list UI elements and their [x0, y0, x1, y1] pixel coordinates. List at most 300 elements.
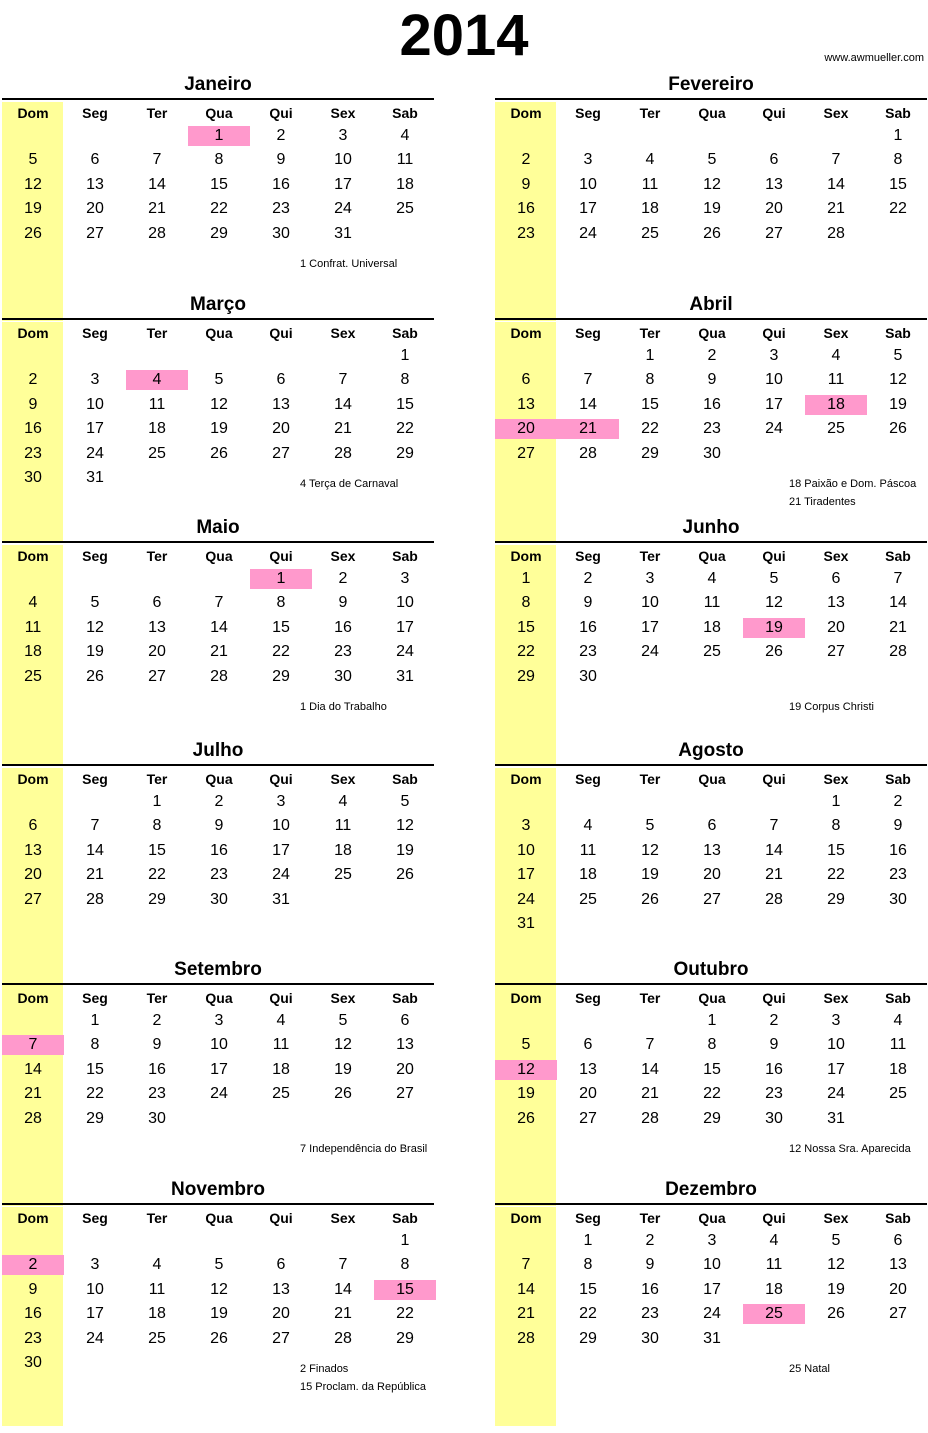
day-cell: 30 — [272, 224, 290, 242]
day-cell: 17 — [765, 395, 783, 413]
day-cell: 4 — [338, 793, 348, 810]
holiday-note: 1 Confrat. Universal — [300, 258, 398, 270]
day-cell: 10 — [579, 175, 597, 193]
weekday-header: Dom — [510, 105, 542, 121]
day-cell: 1 — [521, 570, 531, 587]
day-cell: 17 — [641, 618, 659, 636]
day-cell: 20 — [579, 1085, 597, 1103]
day-cell: 25 — [148, 1329, 166, 1347]
day-cell: 16 — [579, 618, 597, 636]
day-cell: 30 — [641, 1329, 659, 1347]
day-cell: 12 — [641, 841, 659, 859]
day-cell: 19 — [641, 866, 659, 884]
day-cell: 27 — [517, 444, 535, 462]
day-cell: 26 — [641, 890, 659, 908]
holiday-note: 18 Paixão e Dom. Páscoa — [789, 478, 917, 490]
day-cell: 24 — [641, 643, 659, 661]
day-cell: 25 — [579, 890, 597, 908]
weekday-header: Qua — [698, 771, 726, 787]
day-cell: 4 — [276, 1012, 286, 1029]
day-cell: 5 — [893, 347, 903, 364]
day-cell: 15 — [396, 395, 414, 413]
weekday-header: Ter — [146, 105, 168, 121]
day-cell: 9 — [521, 175, 531, 193]
day-cell: 24 — [334, 200, 352, 218]
day-cell: 21 — [517, 1305, 535, 1323]
day-cell: 19 — [396, 841, 414, 859]
day-cell: 14 — [148, 175, 166, 193]
day-cell: 26 — [334, 1085, 352, 1103]
weekday-header: Qua — [698, 325, 726, 341]
day-cell: 8 — [214, 151, 224, 169]
day-cell: 5 — [28, 151, 38, 169]
day-cell: 28 — [334, 444, 352, 462]
day-cell: 28 — [889, 643, 907, 661]
day-cell: 22 — [641, 420, 659, 438]
day-cell: 22 — [827, 866, 845, 884]
month-title: Fevereiro — [668, 74, 754, 95]
weekday-header: Dom — [17, 1210, 49, 1226]
day-cell: 22 — [889, 200, 907, 218]
day-cell: 15 — [272, 618, 290, 636]
day-cell: 26 — [86, 667, 104, 685]
day-cell: 30 — [334, 667, 352, 685]
day-cell: 31 — [703, 1329, 721, 1347]
weekday-header: Qui — [762, 105, 786, 121]
day-cell: 1 — [645, 347, 655, 364]
day-cell: 16 — [24, 420, 42, 438]
day-cell: 9 — [645, 1256, 655, 1274]
weekday-header: Seg — [82, 325, 108, 341]
day-cell: 4 — [583, 817, 593, 835]
day-cell: 13 — [765, 175, 783, 193]
day-cell: 7 — [214, 594, 224, 612]
day-cell: 28 — [148, 224, 166, 242]
day-cell: 17 — [579, 200, 597, 218]
day-cell: 1 — [583, 1232, 593, 1249]
day-cell: 15 — [641, 395, 659, 413]
day-cell: 4 — [152, 1256, 162, 1274]
day-cell: 27 — [889, 1305, 907, 1323]
weekday-header: Sab — [392, 105, 418, 121]
day-cell: 14 — [334, 1280, 352, 1298]
day-cell: 6 — [831, 570, 841, 587]
day-cell: 29 — [517, 667, 535, 685]
day-cell: 7 — [645, 1036, 655, 1054]
day-cell: 2 — [214, 793, 224, 810]
day-cell: 9 — [28, 1280, 38, 1298]
day-cell: 4 — [645, 151, 655, 169]
day-cell: 9 — [769, 1036, 779, 1054]
holiday-day-cell: 2 — [2, 1255, 64, 1275]
day-cell: 28 — [210, 667, 228, 685]
day-cell: 29 — [641, 444, 659, 462]
day-cell: 2 — [521, 151, 531, 169]
day-cell: 23 — [703, 420, 721, 438]
day-cell: 8 — [707, 1036, 717, 1054]
day-cell: 14 — [641, 1060, 659, 1078]
day-cell: 28 — [517, 1329, 535, 1347]
day-cell: 1 — [400, 1232, 410, 1249]
holiday-day-cell: 1 — [250, 569, 312, 589]
day-cell: 3 — [90, 1256, 100, 1274]
day-cell: 11 — [24, 618, 42, 636]
day-cell: 10 — [334, 151, 352, 169]
day-cell: 13 — [24, 841, 42, 859]
day-cell: 2 — [645, 1232, 655, 1249]
day-cell: 11 — [396, 151, 414, 169]
day-cell: 21 — [641, 1085, 659, 1103]
day-cell: 17 — [86, 1305, 104, 1323]
day-cell: 5 — [400, 793, 410, 810]
weekday-header: Qua — [205, 548, 233, 564]
day-cell: 24 — [86, 1329, 104, 1347]
day-cell: 24 — [272, 866, 290, 884]
weekday-header: Ter — [639, 990, 661, 1006]
day-cell: 21 — [334, 420, 352, 438]
holiday-note: 4 Terça de Carnaval — [300, 478, 399, 490]
day-cell: 25 — [272, 1085, 290, 1103]
day-cell: 13 — [148, 618, 166, 636]
weekday-header: Qua — [698, 548, 726, 564]
day-cell: 10 — [641, 594, 659, 612]
holiday-day-cell: 4 — [126, 370, 188, 390]
day-cell: 11 — [641, 175, 659, 193]
day-cell: 25 — [24, 667, 42, 685]
weekday-header: Sab — [392, 325, 418, 341]
day-cell: 31 — [86, 469, 104, 486]
day-cell: 19 — [210, 420, 228, 438]
day-cell: 26 — [24, 224, 42, 242]
day-cell: 25 — [703, 643, 721, 661]
day-cell: 16 — [148, 1060, 166, 1078]
month-header-rule — [495, 983, 927, 985]
day-cell: 18 — [765, 1280, 783, 1298]
day-cell: 19 — [86, 643, 104, 661]
day-cell: 23 — [24, 1329, 42, 1347]
day-cell: 21 — [765, 866, 783, 884]
day-cell: 15 — [148, 841, 166, 859]
day-cell: 8 — [276, 594, 286, 612]
day-cell: 20 — [765, 200, 783, 218]
day-cell: 10 — [86, 395, 104, 413]
day-cell: 27 — [148, 667, 166, 685]
weekday-header: Sex — [823, 548, 849, 564]
weekday-header: Seg — [82, 548, 108, 564]
weekday-header: Sab — [885, 771, 911, 787]
month-janeiro — [2, 76, 434, 286]
day-cell: 21 — [148, 200, 166, 218]
weekday-header: Sex — [330, 771, 356, 787]
day-cell: 16 — [889, 841, 907, 859]
day-cell: 12 — [24, 175, 42, 193]
month-abril — [495, 296, 927, 506]
day-cell: 18 — [148, 420, 166, 438]
day-cell: 27 — [579, 1109, 597, 1127]
weekday-header: Ter — [639, 325, 661, 341]
day-cell: 28 — [765, 890, 783, 908]
holiday-note: 12 Nossa Sra. Aparecida — [789, 1143, 911, 1155]
holiday-day-cell: 19 — [743, 618, 805, 638]
day-cell: 30 — [889, 890, 907, 908]
month-title: Julho — [192, 740, 244, 761]
month-setembro — [2, 961, 434, 1171]
month-title: Junho — [682, 517, 740, 538]
weekday-header: Sab — [392, 548, 418, 564]
day-cell: 7 — [521, 1256, 531, 1274]
weekday-header: Sab — [392, 1210, 418, 1226]
day-cell: 12 — [86, 618, 104, 636]
day-cell: 2 — [152, 1012, 162, 1029]
day-cell: 1 — [152, 793, 162, 810]
day-cell: 9 — [276, 151, 286, 169]
day-cell: 25 — [148, 444, 166, 462]
day-cell: 11 — [703, 594, 721, 612]
month-header-rule — [495, 541, 927, 543]
day-cell: 14 — [889, 594, 907, 612]
day-cell: 26 — [765, 643, 783, 661]
day-cell: 28 — [641, 1109, 659, 1127]
day-cell: 22 — [396, 1305, 414, 1323]
month-header-rule — [2, 98, 434, 100]
day-cell: 4 — [893, 1012, 903, 1029]
day-cell: 13 — [703, 841, 721, 859]
day-cell: 19 — [334, 1060, 352, 1078]
day-cell: 25 — [334, 866, 352, 884]
day-cell: 3 — [90, 371, 100, 389]
weekday-header: Ter — [146, 548, 168, 564]
weekday-header: Qui — [269, 771, 293, 787]
weekday-header: Sex — [823, 325, 849, 341]
day-cell: 17 — [272, 841, 290, 859]
day-cell: 12 — [334, 1036, 352, 1054]
day-cell: 22 — [86, 1085, 104, 1103]
day-cell: 16 — [765, 1060, 783, 1078]
day-cell: 7 — [893, 570, 903, 587]
month-title: Novembro — [171, 1179, 265, 1200]
day-cell: 13 — [517, 395, 535, 413]
day-cell: 6 — [276, 371, 286, 389]
day-cell: 25 — [396, 200, 414, 218]
day-cell: 16 — [334, 618, 352, 636]
day-cell: 11 — [765, 1256, 783, 1274]
weekday-header: Sex — [823, 1210, 849, 1226]
month-agosto — [495, 742, 927, 952]
holiday-note: 7 Independência do Brasil — [300, 1143, 428, 1155]
day-cell: 3 — [831, 1012, 841, 1029]
day-cell: 3 — [645, 570, 655, 587]
day-cell: 27 — [272, 444, 290, 462]
month-title: Outubro — [673, 959, 749, 980]
day-cell: 15 — [579, 1280, 597, 1298]
website-label: www.awmueller.com — [824, 52, 924, 64]
day-cell: 5 — [769, 570, 779, 587]
day-cell: 13 — [86, 175, 104, 193]
holiday-note: 19 Corpus Christi — [789, 701, 874, 713]
weekday-header: Dom — [510, 990, 542, 1006]
day-cell: 5 — [645, 817, 655, 835]
day-cell: 23 — [579, 643, 597, 661]
day-cell: 8 — [521, 594, 531, 612]
day-cell: 5 — [214, 1256, 224, 1274]
holiday-note: 2 Finados — [300, 1363, 349, 1375]
day-cell: 10 — [827, 1036, 845, 1054]
day-cell: 16 — [517, 200, 535, 218]
weekday-header: Qui — [269, 1210, 293, 1226]
day-cell: 6 — [152, 594, 162, 612]
weekday-header: Seg — [575, 771, 601, 787]
day-cell: 24 — [517, 890, 535, 908]
day-cell: 18 — [579, 866, 597, 884]
weekday-header: Dom — [510, 325, 542, 341]
day-cell: 15 — [86, 1060, 104, 1078]
weekday-header: Ter — [639, 548, 661, 564]
weekday-header: Sab — [885, 990, 911, 1006]
day-cell: 29 — [703, 1109, 721, 1127]
day-cell: 23 — [765, 1085, 783, 1103]
day-cell: 9 — [214, 817, 224, 835]
day-cell: 4 — [831, 347, 841, 364]
day-cell: 23 — [272, 200, 290, 218]
weekday-header: Ter — [639, 105, 661, 121]
month-header-rule — [2, 764, 434, 766]
day-cell: 6 — [521, 371, 531, 389]
day-cell: 29 — [827, 890, 845, 908]
day-cell: 20 — [86, 200, 104, 218]
day-cell: 22 — [703, 1085, 721, 1103]
day-cell: 30 — [703, 444, 721, 462]
holiday-day-cell: 12 — [495, 1060, 557, 1080]
day-cell: 4 — [400, 127, 410, 144]
day-cell: 20 — [24, 866, 42, 884]
holiday-day-cell: 25 — [743, 1304, 805, 1324]
day-cell: 10 — [765, 371, 783, 389]
day-cell: 25 — [827, 420, 845, 438]
weekday-header: Sab — [885, 1210, 911, 1226]
day-cell: 17 — [827, 1060, 845, 1078]
day-cell: 16 — [210, 841, 228, 859]
day-cell: 8 — [831, 817, 841, 835]
day-cell: 5 — [831, 1232, 841, 1249]
day-cell: 14 — [86, 841, 104, 859]
day-cell: 6 — [28, 817, 38, 835]
day-cell: 17 — [334, 175, 352, 193]
day-cell: 19 — [827, 1280, 845, 1298]
weekday-header: Qua — [698, 990, 726, 1006]
day-cell: 6 — [769, 151, 779, 169]
weekday-header: Qui — [269, 548, 293, 564]
weekday-header: Qua — [205, 325, 233, 341]
day-cell: 19 — [517, 1085, 535, 1103]
day-cell: 2 — [583, 570, 593, 587]
day-cell: 12 — [889, 371, 907, 389]
weekday-header: Qui — [269, 105, 293, 121]
month-header-rule — [495, 764, 927, 766]
day-cell: 3 — [338, 127, 348, 144]
day-cell: 20 — [148, 643, 166, 661]
day-cell: 11 — [889, 1036, 907, 1054]
day-cell: 26 — [827, 1305, 845, 1323]
weekday-header: Sex — [330, 548, 356, 564]
day-cell: 6 — [707, 817, 717, 835]
weekday-header: Qui — [269, 325, 293, 341]
day-cell: 18 — [641, 200, 659, 218]
weekday-header: Seg — [575, 325, 601, 341]
weekday-header: Dom — [510, 548, 542, 564]
weekday-header: Qua — [205, 771, 233, 787]
weekday-header: Sab — [392, 990, 418, 1006]
day-cell: 11 — [334, 817, 352, 835]
day-cell: 10 — [396, 594, 414, 612]
weekday-header: Sex — [823, 990, 849, 1006]
day-cell: 1 — [893, 127, 903, 144]
day-cell: 8 — [400, 1256, 410, 1274]
month-title: Dezembro — [665, 1179, 757, 1200]
weekday-header: Sex — [330, 105, 356, 121]
weekday-header: Dom — [17, 325, 49, 341]
day-cell: 8 — [893, 151, 903, 169]
month-header-rule — [495, 1203, 927, 1205]
day-cell: 19 — [889, 395, 907, 413]
day-cell: 3 — [521, 817, 531, 835]
day-cell: 14 — [517, 1280, 535, 1298]
day-cell: 23 — [889, 866, 907, 884]
month-dezembro — [495, 1181, 927, 1391]
month-header-rule — [2, 318, 434, 320]
day-cell: 14 — [210, 618, 228, 636]
day-cell: 16 — [24, 1305, 42, 1323]
day-cell: 29 — [579, 1329, 597, 1347]
month-julho — [2, 742, 434, 952]
day-cell: 12 — [396, 817, 414, 835]
day-cell: 22 — [396, 420, 414, 438]
day-cell: 18 — [396, 175, 414, 193]
day-cell: 31 — [334, 224, 352, 242]
weekday-header: Seg — [575, 1210, 601, 1226]
weekday-header: Ter — [146, 771, 168, 787]
day-cell: 9 — [152, 1036, 162, 1054]
day-cell: 24 — [579, 224, 597, 242]
weekday-header: Ter — [146, 1210, 168, 1226]
day-cell: 12 — [765, 594, 783, 612]
day-cell: 25 — [641, 224, 659, 242]
day-cell: 14 — [827, 175, 845, 193]
day-cell: 14 — [334, 395, 352, 413]
day-cell: 24 — [703, 1305, 721, 1323]
weekday-header: Ter — [146, 990, 168, 1006]
day-cell: 21 — [889, 618, 907, 636]
day-cell: 10 — [86, 1280, 104, 1298]
weekday-header: Dom — [17, 105, 49, 121]
day-cell: 4 — [707, 570, 717, 587]
holiday-day-cell: 20 — [495, 419, 557, 439]
day-cell: 2 — [28, 371, 38, 389]
day-cell: 30 — [148, 1109, 166, 1127]
day-cell: 10 — [703, 1256, 721, 1274]
month-header-rule — [2, 541, 434, 543]
day-cell: 30 — [24, 1354, 42, 1371]
day-cell: 29 — [272, 667, 290, 685]
day-cell: 1 — [400, 347, 410, 364]
day-cell: 28 — [86, 890, 104, 908]
day-cell: 12 — [210, 395, 228, 413]
weekday-header: Qui — [762, 548, 786, 564]
day-cell: 12 — [827, 1256, 845, 1274]
day-cell: 11 — [148, 1280, 166, 1298]
month-março — [2, 296, 434, 506]
day-cell: 7 — [90, 817, 100, 835]
day-cell: 23 — [334, 643, 352, 661]
